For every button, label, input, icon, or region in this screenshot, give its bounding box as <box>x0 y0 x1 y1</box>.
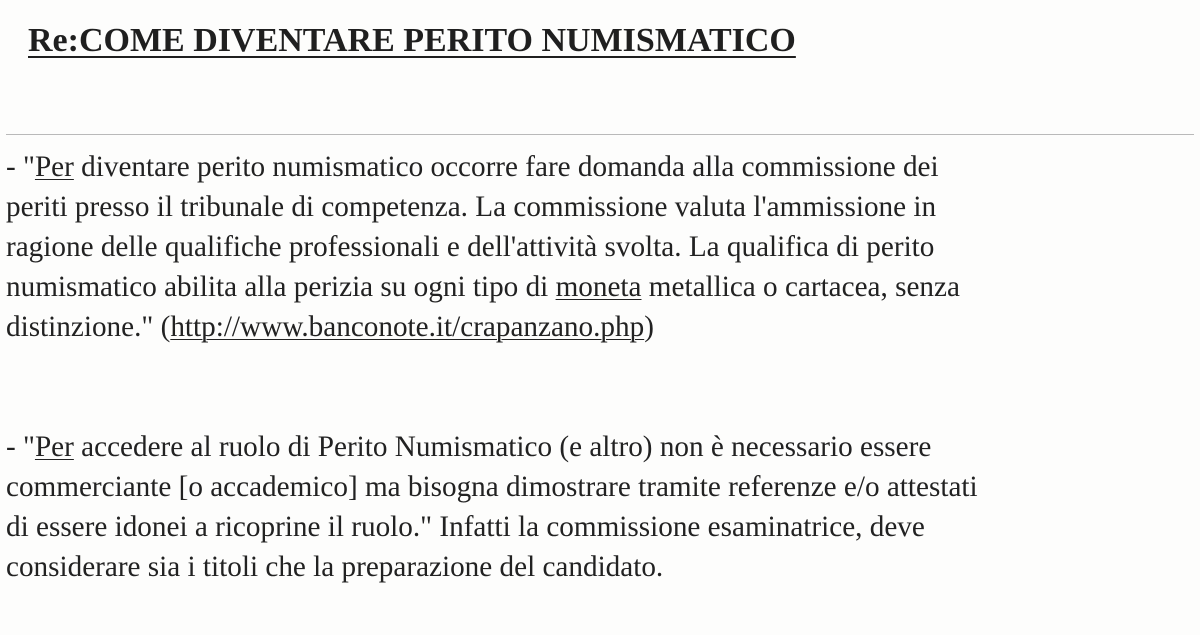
text-run: numismatico abilita alla perizia su ogni tipo di <box>6 271 556 303</box>
text-run: commerciante [o accademico] ma bisogna dimostrare tramite referenze e/o attestati <box>6 471 978 503</box>
text-line <box>6 467 1194 507</box>
text-line <box>6 427 1194 467</box>
text-run: distinzione." ( <box>6 311 171 343</box>
text-run: metallica o cartacea, senza <box>641 271 960 303</box>
document-title <box>28 16 796 66</box>
horizontal-divider <box>6 134 1194 135</box>
text-run: considerare sia i titoli che la preparazione del candidato. <box>6 551 664 583</box>
text-run: accedere al ruolo di Perito Numismatico (e altro) non è necessario essere <box>73 431 932 463</box>
text-run: diventare perito numismatico occorre fare domanda alla commissione dei <box>73 151 939 183</box>
title-text: Re:COME DIVENTARE PERITO NUMISMATICO <box>28 22 796 59</box>
text-line <box>6 147 1194 187</box>
text-run: di essere idonei a ricoprine il ruolo." Infatti la commissione esaminatrice, deve <box>6 511 925 543</box>
source-link[interactable]: http://www.banconote.it/crapanzano.php <box>170 311 645 343</box>
text-run: periti presso il tribunale di competenza. La commissione valuta l'ammissione in <box>6 191 937 223</box>
paragraph-2 <box>6 427 1194 587</box>
text-run: - " <box>6 151 35 183</box>
underlined-word: moneta <box>555 271 642 303</box>
text-line <box>6 507 1194 547</box>
text-line <box>6 547 1194 587</box>
text-line <box>6 187 1194 227</box>
text-run: ragione delle qualifiche professionali e dell'attività svolta. La qualifica di perito <box>6 231 935 263</box>
paragraph-1 <box>6 147 1194 347</box>
underlined-word: Per <box>34 431 74 463</box>
text-run: ) <box>644 311 654 343</box>
text-line <box>6 267 1194 307</box>
text-line <box>6 307 1194 347</box>
text-run: - " <box>6 431 35 463</box>
underlined-word: Per <box>34 151 74 183</box>
text-line <box>6 227 1194 267</box>
